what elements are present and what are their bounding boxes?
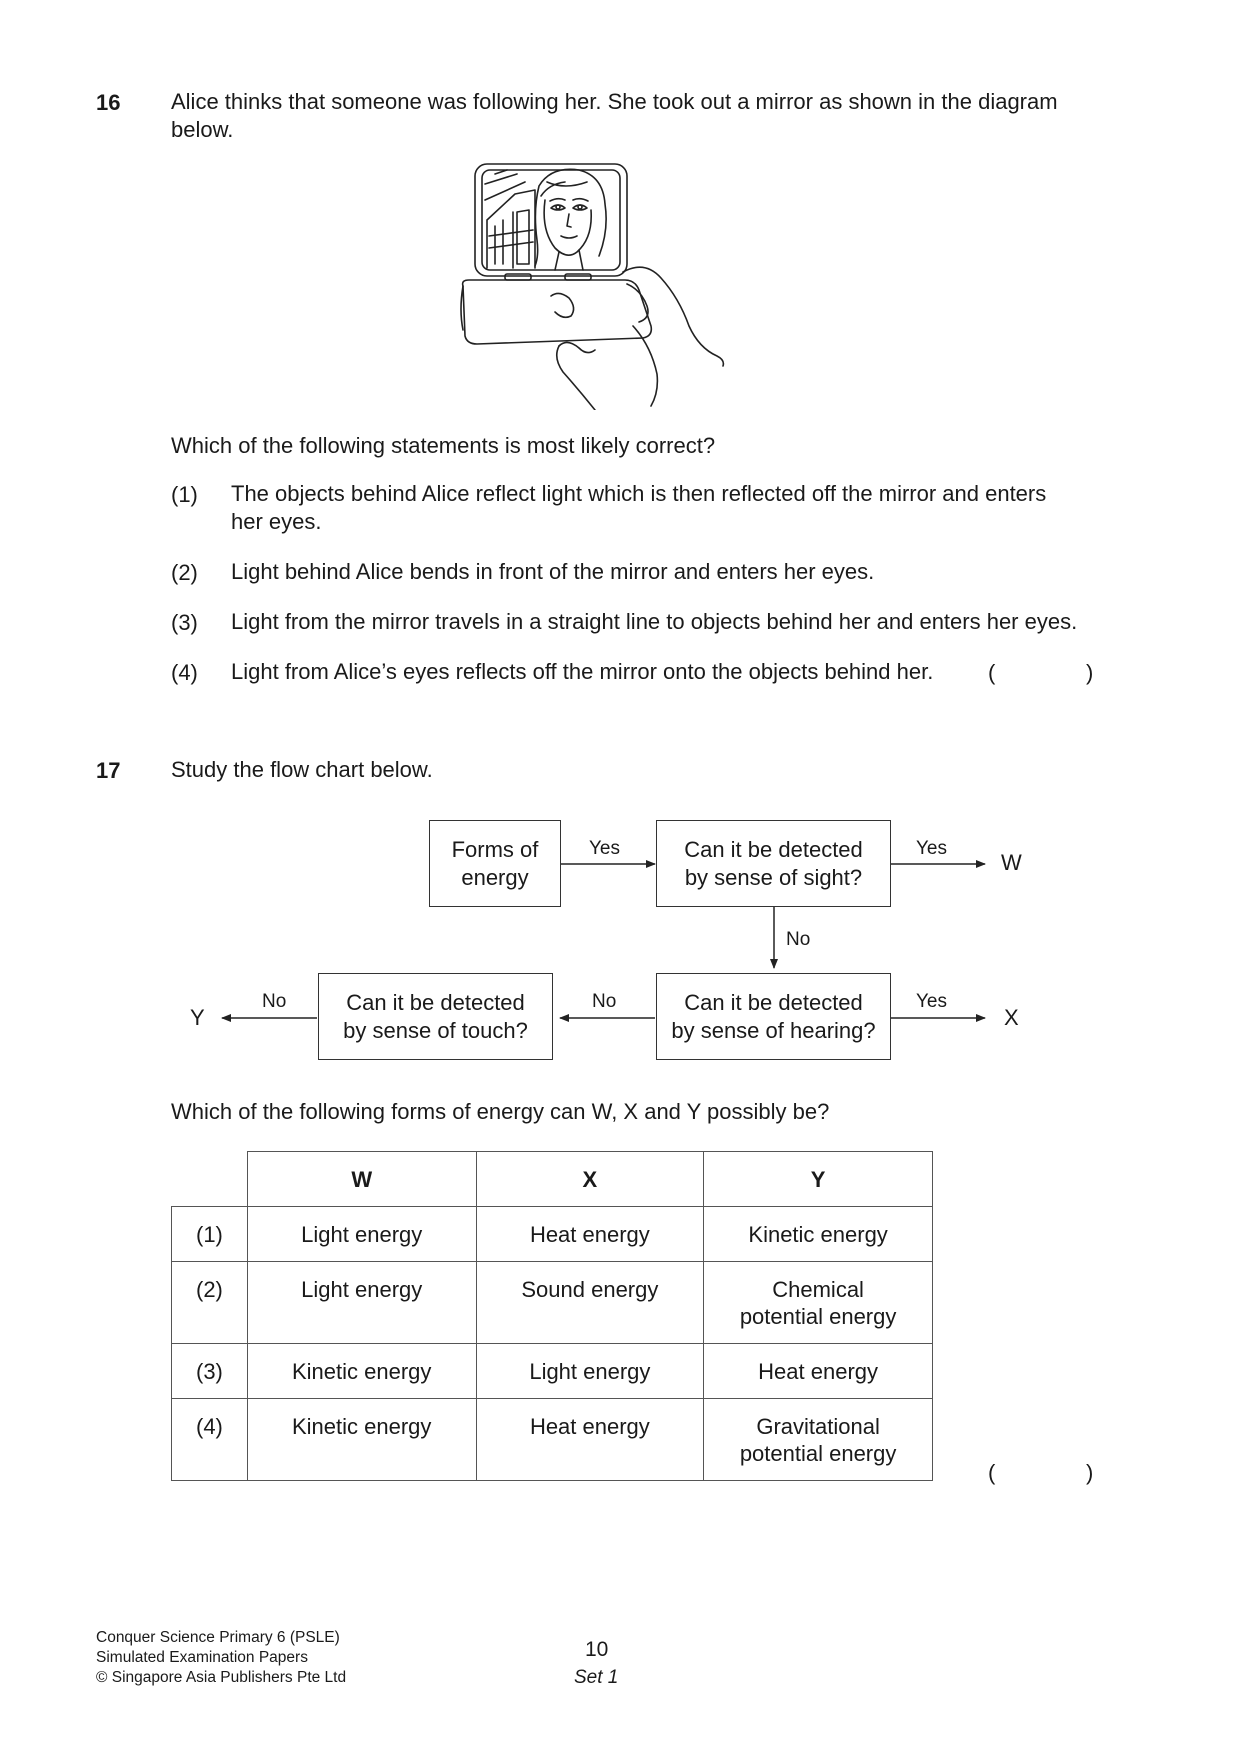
cell-x: Heat energy <box>476 1399 704 1481</box>
table-corner <box>172 1152 248 1207</box>
flowchart-box-hearing <box>656 973 891 1060</box>
table-header-x: X <box>476 1152 704 1207</box>
row-number: (4) <box>172 1399 248 1481</box>
label-yes-forms-sight: Yes <box>589 838 620 859</box>
cell-y-line1: Gravitational <box>756 1414 880 1439</box>
label-yes-hearing-x: Yes <box>916 991 947 1012</box>
table-row <box>172 1262 933 1344</box>
box-sight-line1: Can it be detected <box>684 836 863 862</box>
cell-w: Kinetic energy <box>247 1399 476 1481</box>
table-row <box>172 1207 933 1262</box>
flowchart-end-x: X <box>1004 1005 1019 1030</box>
label-no-sight-hearing: No <box>786 929 811 950</box>
q17-answer-open-bracket: ( <box>988 1460 996 1485</box>
row-number: (3) <box>172 1344 248 1399</box>
table-header-row <box>172 1152 933 1207</box>
table-row <box>172 1399 933 1481</box>
box-hearing-line1: Can it be detected <box>684 989 863 1015</box>
label-no-hearing-touch: No <box>592 991 617 1012</box>
cell-w: Light energy <box>247 1207 476 1262</box>
cell-x: Light energy <box>476 1344 704 1399</box>
cell-y-line1: Chemical <box>772 1277 864 1302</box>
footer-page-number: 10 <box>585 1638 609 1661</box>
cell-x: Sound energy <box>476 1262 704 1344</box>
row-number: (2) <box>172 1262 248 1344</box>
question-17-prompt: Which of the following forms of energy can W, X and Y possibly be? <box>171 1099 830 1124</box>
q16-option-2-number: (2) <box>171 560 198 585</box>
flowchart-box-sight <box>656 820 891 907</box>
q16-option-2-text: Light behind Alice bends in front of the mirror and enters her eyes. <box>231 559 875 584</box>
flowchart-end-y: Y <box>190 1005 205 1030</box>
q17-answer-table <box>171 1151 933 1481</box>
cell-y: Heat energy <box>704 1344 933 1399</box>
q16-option-4-text: Light from Alice’s eyes reflects off the mirror onto the objects behind her. <box>231 659 934 684</box>
table-header-y: Y <box>704 1152 933 1207</box>
cell-y <box>704 1262 933 1344</box>
q17-answer-blank[interactable] <box>1000 1456 1082 1488</box>
box-sight-line2: by sense of sight? <box>684 864 863 890</box>
q17-answer-close-bracket: ) <box>1086 1460 1094 1485</box>
cell-y <box>704 1399 933 1481</box>
box-touch-line1: Can it be detected <box>346 989 525 1015</box>
question-16-line1: Alice thinks that someone was following her. She took out a mirror as shown in the diagram <box>171 89 1058 114</box>
q16-option-3-text: Light from the mirror travels in a straight line to objects behind her and enters her eyes. <box>231 609 1078 634</box>
footer-book-line1: Conquer Science Primary 6 (PSLE) <box>96 1629 340 1646</box>
q16-option-1-line2: her eyes. <box>231 509 322 534</box>
cell-w: Light energy <box>247 1262 476 1344</box>
box-hearing-line2: by sense of hearing? <box>671 1017 876 1043</box>
q16-option-1-line1: The objects behind Alice reflect light which is then reflected off the mirror and enters <box>231 481 1047 506</box>
question-16-line2: below. <box>171 117 234 142</box>
question-17-number: 17 <box>96 758 121 783</box>
question-17-intro: Study the flow chart below. <box>171 757 433 782</box>
cell-y-line2: potential energy <box>739 1304 897 1329</box>
question-16-number: 16 <box>96 90 121 115</box>
question-16-prompt: Which of the following statements is most likely correct? <box>171 433 716 458</box>
cell-w: Kinetic energy <box>247 1344 476 1399</box>
footer-book-line2: Simulated Examination Papers <box>96 1649 308 1666</box>
q16-answer-close-bracket: ) <box>1086 660 1094 685</box>
flowchart-box-forms-of-energy <box>429 820 561 907</box>
q16-option-1-number: (1) <box>171 482 198 507</box>
footer-copyright: © Singapore Asia Publishers Pte Ltd <box>96 1669 347 1686</box>
table-row <box>172 1344 933 1399</box>
box-forms-line1: Forms of <box>451 836 539 862</box>
box-touch-line2: by sense of touch? <box>343 1017 528 1043</box>
footer-set-label: Set 1 <box>574 1667 619 1688</box>
label-no-touch-y: No <box>262 991 287 1012</box>
footer-book-info <box>96 1628 346 1688</box>
q16-option-4-number: (4) <box>171 660 198 685</box>
cell-x: Heat energy <box>476 1207 704 1262</box>
box-forms-line2: energy <box>461 864 529 890</box>
flowchart-end-w: W <box>1001 850 1022 875</box>
label-yes-sight-w: Yes <box>916 838 947 859</box>
cell-y-line2: potential energy <box>739 1441 897 1466</box>
q16-answer-open-bracket: ( <box>988 660 996 685</box>
q16-option-3-number: (3) <box>171 610 198 635</box>
table-header-w: W <box>247 1152 476 1207</box>
row-number: (1) <box>172 1207 248 1262</box>
flowchart-box-touch <box>318 973 553 1060</box>
cell-y: Kinetic energy <box>704 1207 933 1262</box>
